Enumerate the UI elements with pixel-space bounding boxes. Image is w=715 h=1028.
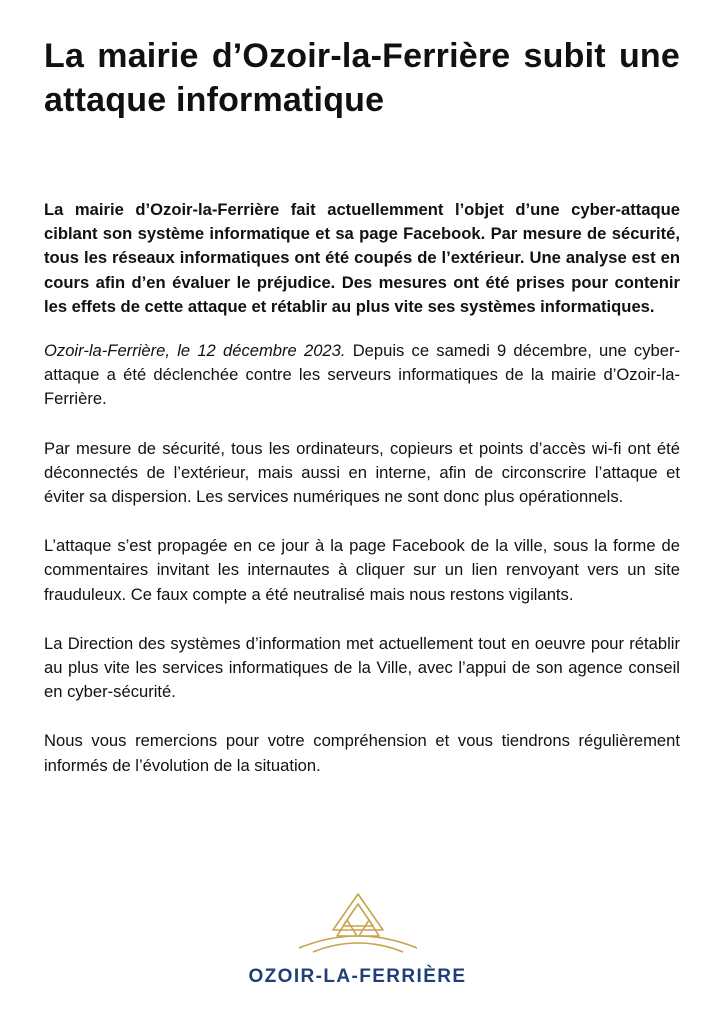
dateline: Ozoir-la-Ferrière, le 12 décembre 2023. [44,341,346,361]
body-paragraph-4: La Direction des systèmes d’information met actuellement tout en oeuvre pour rétablir au plus vite les services informatiques de la Ville, avec l’appui de son agence conseil en cyber-sécurité. [44,633,680,702]
body-paragraph-1-text: Depuis ce samedi 9 décembre, une cyber-attaque a été déclenchée contre les serveurs informatiques de la mairie d’Ozoir-la-Ferrière. [44,341,680,409]
city-crest-icon [293,890,423,954]
body-paragraph-1 [44,339,680,412]
lead-paragraph: La mairie d’Ozoir-la-Ferrière fait actuellemment l’objet d’une cyber-attaque ciblant son système informatique et sa page Facebook. Par mesure de sécurité, tous les réseaux informatiques ont été coupés de l’extérieur. Une analyse est en cours afin d’en évaluer le préjudice. Des mesures ont été prises pour contenir les effets de cette attaque et rétablir au plus vite ses systèmes informatiques. [44,200,680,316]
body-paragraph-5: Nous vous remercions pour votre compréhension et vous tiendrons régulièrement informés de l’évolution de la situation. [44,731,680,775]
city-logo-text: OZOIR-LA-FERRIÈRE [248,966,467,987]
body-paragraph-3: L’attaque s’est propagée en ce jour à la page Facebook de la ville, sous la forme de commentaires invitant les internautes à cliquer sur un lien renvoyant vers un site frauduleux. Ce faux compte a été neutralisé mais nous restons vigilants. [44,536,680,604]
press-release [44,34,680,778]
page-title: La mairie d’Ozoir-la-Ferrière subit une attaque informatique [44,37,680,119]
body-paragraph-2: Par mesure de sécurité, tous les ordinateurs, copieurs et points d’accès wi-fi ont été déconnectés de l’extérieur, mais aussi en interne, afin de circonscrire l’attaque et éviter sa dispersion. Les services numériques ne sont donc plus opérationnels. [44,438,680,507]
city-logo [0,890,715,988]
